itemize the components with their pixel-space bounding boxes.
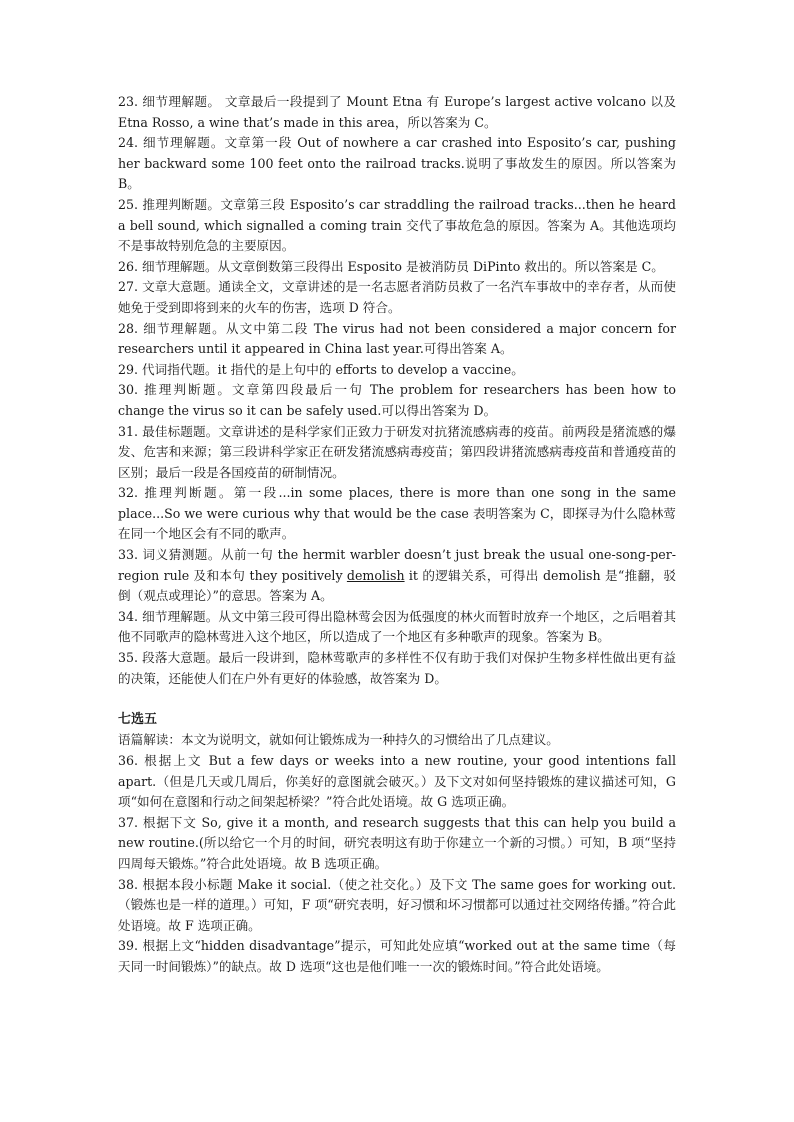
answer-38: 38. 根据本段小标题 Make it social.（使之社交化。）及下文 The same goes for working out.（锻炼也是一样的道理。）可知，F 项“研究表明，好习惯和坏习惯都可以通过社交网络传播。”符合此处语境。故 F 选项正确。 xyxy=(118,876,676,933)
answer-35: 35. 段落大意题。最后一段讲到，隐林莺歌声的多样性不仅有助于我们对保护生物多样性做出更有益的决策，还能使人们在户外有更好的体验感，故答案为 D。 xyxy=(118,650,676,686)
section-gap xyxy=(118,689,676,710)
answer-33-after: it 的逻辑关系，可得出 demolish 是“推翻，驳倒（观点或理论）”的意思。答案为 A。 xyxy=(118,567,676,604)
answer-33-underlined-word: demolish xyxy=(346,567,405,583)
answer-33-before: 33. 词义猜测题。从前一句 the hermit warbler doesn’t just break the usual one-song-per-region rule 及和本句 they positively xyxy=(118,547,676,583)
answer-36: 36. 根据上文 But a few days or weeks into a new routine, your good intentions fall apart.（但是几天或几周后，你美好的意图就会破灭。）及下文对如何坚持锻炼的建议描述可知，G 项“如何在意图和行动之间架起桥梁？”符合此处语境。故 G 选项正确。 xyxy=(118,753,676,810)
section-title: 七选五 xyxy=(118,711,158,727)
answer-23: 23. 细节理解题。 文章最后一段提到了 Mount Etna 有 Europe’s largest active volcano 以及 Etna Rosso, a wine that’s made in this area，所以答案为 C。 xyxy=(118,94,676,130)
answer-37: 37. 根据下文 So, give it a month, and research suggests that this can help you build a new routine.(所以给它一个月的时间，研究表明这有助于你建立一个新的习惯。）可知，B 项“坚持四周每天锻炼。”符合此处语境。故 B 选项正确。 xyxy=(118,814,676,871)
answer-explanations-page xyxy=(118,92,676,978)
answer-27: 27. 文章大意题。通读全文，文章讲述的是一名志愿者消防员救了一名汽车事故中的幸存者，从而使她免于受到即将到来的火车的伤害，选项 D 符合。 xyxy=(118,279,676,315)
answer-39: 39. 根据上文“hidden disadvantage”提示，可知此处应填“worked out at the same time（每天同一时间锻炼）”的缺点。故 D 选项“这也是他们唯一一次的锻炼时间。”符合此处语境。 xyxy=(118,938,676,974)
passage-summary: 语篇解读：本文为说明文，就如何让锻炼成为一种持久的习惯给出了几点建议。 xyxy=(118,732,559,748)
answer-29: 29. 代词指代题。it 指代的是上句中的 efforts to develop a vaccine。 xyxy=(118,361,524,377)
answer-28: 28. 细节理解题。从文中第二段 The virus had not been considered a major concern for researchers until it appeared in China last year.可得出答案 A。 xyxy=(118,320,676,357)
answer-33 xyxy=(118,545,676,607)
answer-30: 30. 推理判断题。文章第四段最后一句 The problem for researchers has been how to change the virus so it can be safely used.可以得出答案为 D。 xyxy=(118,382,676,418)
answer-24: 24. 细节理解题。文章第一段 Out of nowhere a car crashed into Esposito’s car, pushing her backward some 100 feet onto the railroad tracks.说明了事故发生的原因。所以答案为 B。 xyxy=(118,135,676,192)
answer-34: 34. 细节理解题。从文中第三段可得出隐林莺会因为低强度的林火而暂时放弃一个地区，之后唱着其他不同歌声的隐林莺进入这个地区，所以造成了一个地区有多种歌声的现象。答案为 B。 xyxy=(118,608,676,645)
answer-26: 26. 细节理解题。从文章倒数第三段得出 Esposito 是被消防员 DiPinto 救出的。所以答案是 C。 xyxy=(118,258,664,274)
answer-31: 31. 最佳标题题。文章讲述的是科学家们正致力于研发对抗猪流感病毒的疫苗。前两段是猪流感的爆发、危害和来源；第三段讲科学家正在研发猪流感病毒疫苗；第四段讲猪流感病毒疫苗和普通疫苗的区别；最后一段是各国疫苗的研制情况。 xyxy=(118,423,676,480)
answer-25: 25. 推理判断题。文章第三段 Esposito’s car straddling the railroad tracks...then he heard a bell sound, which signalled a coming train 交代了事故危急的原因。答案为 A。其他选项均不是事故特别危急的主要原因。 xyxy=(118,196,676,254)
answer-32: 32. 推理判断题。第一段...in some places, there is more than one song in the same place...So we were curious why that would be the case 表明答案为 C，即探寻为什么隐林莺在同一个地区会有不同的歌声。 xyxy=(118,485,676,542)
